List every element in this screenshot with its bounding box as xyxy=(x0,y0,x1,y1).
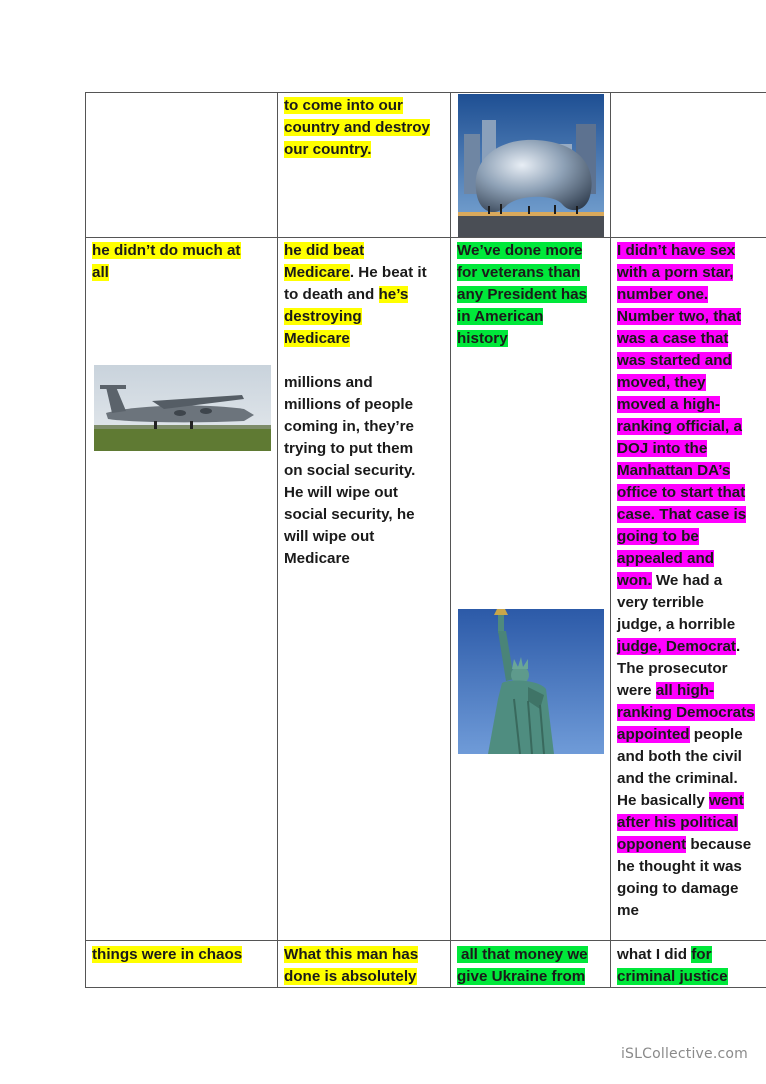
table-top-border xyxy=(85,92,766,93)
text-run: people xyxy=(689,726,743,743)
text-line: criminal justice xyxy=(617,968,728,985)
text-line: I didn’t have sex xyxy=(617,242,736,259)
text-run: He basically xyxy=(617,792,710,809)
text-line: for veterans than xyxy=(457,264,581,281)
table-left-border xyxy=(85,92,86,988)
row3-col1-text xyxy=(92,944,272,966)
text-line: was started and xyxy=(617,352,732,369)
text-line: done is absolutely xyxy=(284,968,417,985)
text-line: and the criminal. xyxy=(617,770,738,787)
text-line: number one. xyxy=(617,286,709,303)
row2-col3-text xyxy=(457,240,607,350)
text-line: Number two, that xyxy=(617,308,742,325)
text-line: appealed and xyxy=(617,550,715,567)
text-run: all high- xyxy=(655,682,715,699)
text-line: DOJ into the xyxy=(617,440,708,457)
text-line: going to damage xyxy=(617,880,739,897)
text-run: won. xyxy=(617,572,652,589)
text-run: . He beat it xyxy=(349,264,427,281)
text-run: for xyxy=(691,946,712,963)
text-line: all that money we xyxy=(457,946,588,963)
col-divider-2 xyxy=(450,92,451,988)
text-run: appointed xyxy=(617,726,690,743)
text-run: Medicare xyxy=(284,264,350,281)
text-run: to death and xyxy=(284,286,379,303)
text-line: things were in chaos xyxy=(92,946,243,963)
text-run: he’s xyxy=(378,286,409,303)
row3-col4-text xyxy=(617,944,766,988)
row1-col2-text xyxy=(284,95,444,161)
text-line: moved, they xyxy=(617,374,706,391)
text-line: was a case that xyxy=(617,330,729,347)
text-line: our country. xyxy=(284,141,372,158)
text-line: with a porn star, xyxy=(617,264,734,281)
row2-col4-text xyxy=(617,240,766,922)
text-line: Medicare xyxy=(284,330,350,347)
text-line: history xyxy=(457,330,508,347)
cloud-gate-photo xyxy=(458,94,604,237)
row3-col2-text xyxy=(284,944,446,988)
text-run: judge, Democrat xyxy=(617,638,736,655)
text-line: judge, a horrible xyxy=(617,616,736,633)
text-line: What this man has xyxy=(284,946,419,963)
text-line: millions and xyxy=(284,374,373,391)
text-line: millions of people xyxy=(284,396,414,413)
text-line: me xyxy=(617,902,639,919)
text-line: going to be xyxy=(617,528,699,545)
text-line: ranking Democrats xyxy=(617,704,755,721)
text-line: moved a high- xyxy=(617,396,720,413)
text-line: to come into our xyxy=(284,97,403,114)
text-line: destroying xyxy=(284,308,362,325)
text-line: He will wipe out xyxy=(284,484,398,501)
text-line: Manhattan DA’s xyxy=(617,462,731,479)
cargo-plane-photo xyxy=(94,365,271,451)
text-run: were xyxy=(617,682,656,699)
paragraph-medicare xyxy=(284,240,446,350)
row3-col3-text xyxy=(457,944,607,988)
text-line: he didn’t do much at xyxy=(92,242,241,259)
row-divider-2 xyxy=(85,940,766,941)
col-divider-1 xyxy=(277,92,278,988)
row2-col2-text xyxy=(284,240,446,570)
text-run: went xyxy=(709,792,744,809)
text-run: because xyxy=(686,836,752,853)
text-line: social security, he xyxy=(284,506,415,523)
text-run: We had a xyxy=(651,572,723,589)
text-line: and both the civil xyxy=(617,748,742,765)
text-line: The prosecutor xyxy=(617,660,728,677)
row2-col1-text xyxy=(92,240,272,284)
text-run: what I did xyxy=(617,946,692,963)
text-line: he did beat xyxy=(284,242,365,259)
text-line: in American xyxy=(457,308,544,325)
text-line: give Ukraine from xyxy=(457,968,586,985)
text-run: . xyxy=(736,638,741,655)
site-watermark: iSLCollective.com xyxy=(620,1046,748,1062)
text-line: any President has xyxy=(457,286,587,303)
statue-of-liberty-photo xyxy=(458,609,604,754)
text-line: all xyxy=(92,264,109,281)
text-line: case. That case is xyxy=(617,506,747,523)
text-line: very terrible xyxy=(617,594,704,611)
text-line: office to start that xyxy=(617,484,746,501)
text-line: he thought it was xyxy=(617,858,742,875)
text-line: will wipe out xyxy=(284,528,375,545)
text-line: country and destroy xyxy=(284,119,430,136)
text-line: after his political xyxy=(617,814,738,831)
text-line: ranking official, a xyxy=(617,418,742,435)
text-line: trying to put them xyxy=(284,440,414,457)
text-line: coming in, they’re xyxy=(284,418,414,435)
text-line: We’ve done more xyxy=(457,242,583,259)
text-line: Medicare xyxy=(284,550,350,567)
paragraph-social-security xyxy=(284,372,446,570)
row-divider-1 xyxy=(85,237,766,238)
text-line: on social security. xyxy=(284,462,416,479)
text-run: opponent xyxy=(617,836,687,853)
col-divider-3 xyxy=(610,92,611,988)
